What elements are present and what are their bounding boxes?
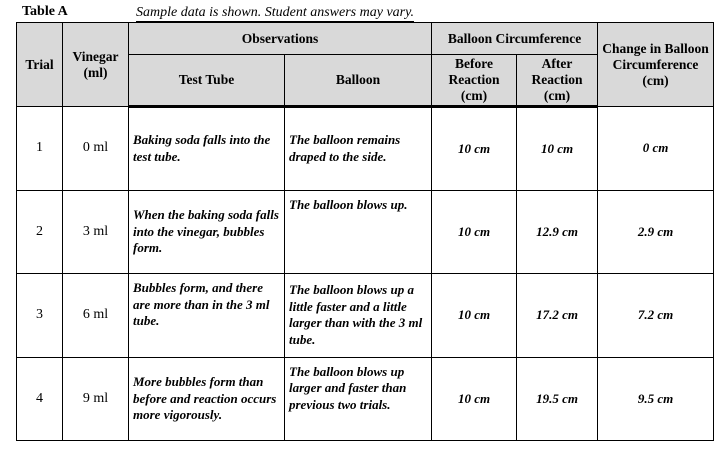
- cell-change: 9.5 cm: [598, 357, 714, 441]
- cell-test-tube: Bubbles form, and there are more than in the 3 ml tube.: [129, 274, 285, 358]
- header-balloon-circumference: Balloon Circumference: [432, 23, 598, 55]
- table-row: [17, 107, 714, 191]
- header-before-reaction: Before Reaction (cm): [432, 55, 517, 107]
- header-balloon: Balloon: [285, 55, 432, 107]
- cell-after: 17.2 cm: [517, 274, 598, 358]
- cell-vinegar: 6 ml: [63, 274, 129, 358]
- cell-trial: 2: [17, 190, 63, 274]
- cell-before: 10 cm: [432, 190, 517, 274]
- cell-vinegar: 9 ml: [63, 357, 129, 441]
- header-after-reaction: After Reaction (cm): [517, 55, 598, 107]
- table-caption: [22, 4, 712, 22]
- cell-test-tube: When the baking soda falls into the vinegar, bubbles form.: [129, 190, 285, 274]
- cell-before: 10 cm: [432, 274, 517, 358]
- cell-vinegar: 3 ml: [63, 190, 129, 274]
- table-row: [17, 357, 714, 441]
- header-test-tube: Test Tube: [129, 55, 285, 107]
- cell-trial: 3: [17, 274, 63, 358]
- cell-after: 19.5 cm: [517, 357, 598, 441]
- cell-change: 7.2 cm: [598, 274, 714, 358]
- cell-before: 10 cm: [432, 357, 517, 441]
- cell-test-tube: Baking soda falls into the test tube.: [129, 107, 285, 191]
- cell-balloon: The balloon remains draped to the side.: [285, 107, 432, 191]
- cell-balloon: The balloon blows up.: [285, 190, 432, 274]
- data-table: [16, 22, 714, 441]
- cell-change: 2.9 cm: [598, 190, 714, 274]
- cell-vinegar: 0 ml: [63, 107, 129, 191]
- cell-test-tube: More bubbles form than before and reaction occurs more vigorously.: [129, 357, 285, 441]
- cell-balloon: The balloon blows up larger and faster than previous two trials.: [285, 357, 432, 441]
- table-row: [17, 190, 714, 274]
- header-trial: Trial: [17, 23, 63, 107]
- table-row: [17, 274, 714, 358]
- cell-after: 10 cm: [517, 107, 598, 191]
- cell-trial: 4: [17, 357, 63, 441]
- table-title: Table A: [22, 4, 68, 19]
- cell-before: 10 cm: [432, 107, 517, 191]
- cell-change: 0 cm: [598, 107, 714, 191]
- cell-after: 12.9 cm: [517, 190, 598, 274]
- cell-balloon: The balloon blows up a little faster and a little larger than with the 3 ml tube.: [285, 274, 432, 358]
- table-note: Sample data is shown. Student answers may vary.: [136, 5, 415, 20]
- header-observations: Observations: [129, 23, 432, 55]
- header-vinegar: Vinegar (ml): [63, 23, 129, 107]
- cell-trial: 1: [17, 107, 63, 191]
- header-change: Change in Balloon Circumference (cm): [598, 23, 714, 107]
